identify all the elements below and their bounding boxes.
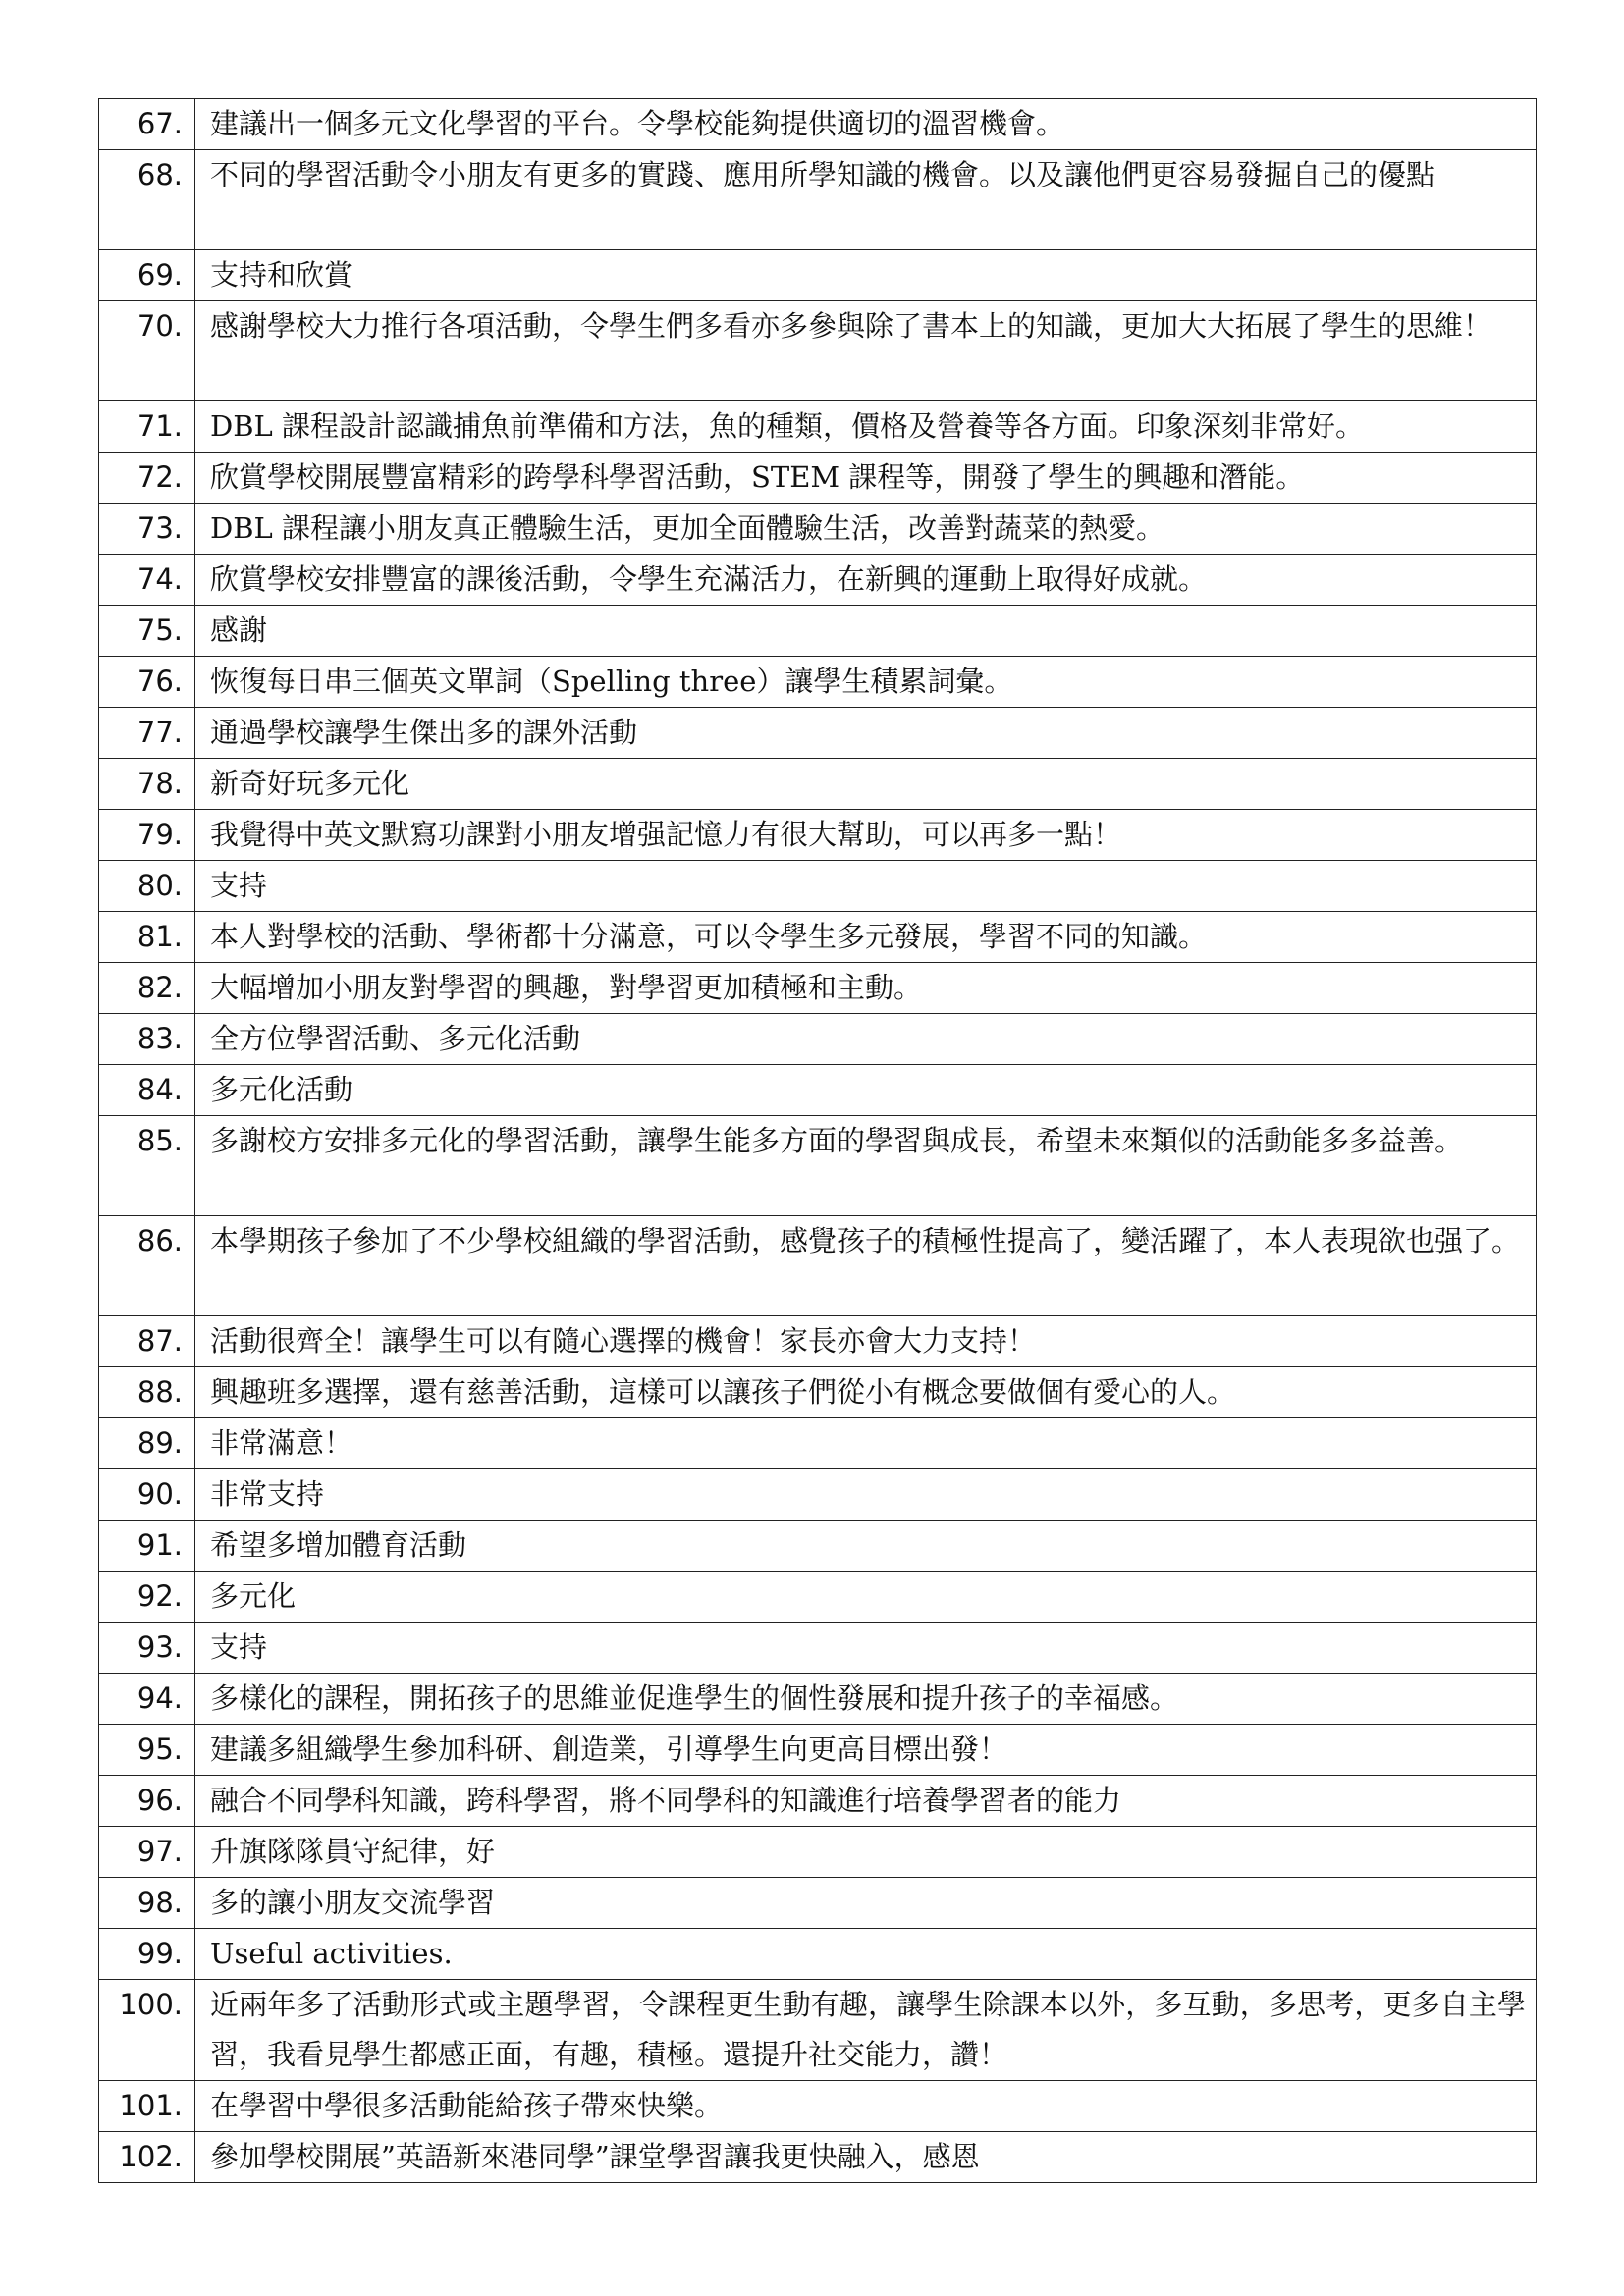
table-row [99,1572,1537,1623]
row-number: 93. [99,1623,195,1674]
row-number: 85. [99,1116,195,1216]
row-number: 96. [99,1776,195,1827]
feedback-table [98,98,1537,2183]
feedback-text: 多的讓小朋友交流學習 [195,1878,1537,1929]
row-number: 97. [99,1827,195,1878]
feedback-text: 支持 [195,861,1537,912]
table-row [99,1827,1537,1878]
feedback-text: 通過學校讓學生傑出多的課外活動 [195,708,1537,759]
table-row [99,1014,1537,1065]
table-row [99,1065,1537,1116]
row-number: 69. [99,250,195,301]
table-row [99,1776,1537,1827]
table-row [99,2081,1537,2132]
row-number: 70. [99,301,195,401]
table-row [99,2132,1537,2183]
table-row [99,1367,1537,1418]
feedback-text: 建議多組織學生參加科研、創造業，引導學生向更高目標出發！ [195,1725,1537,1776]
feedback-text: 新奇好玩多元化 [195,759,1537,810]
row-number: 92. [99,1572,195,1623]
row-number: 74. [99,555,195,606]
feedback-text: 本人對學校的活動、學術都十分滿意，可以令學生多元發展，學習不同的知識。 [195,912,1537,963]
table-row [99,301,1537,401]
table-row [99,1418,1537,1469]
feedback-text: 恢復每日串三個英文單詞（Spelling three）讓學生積累詞彙。 [195,657,1537,708]
feedback-text: 多謝校方安排多元化的學習活動，讓學生能多方面的學習與成長，希望未來類似的活動能多多益善。 [195,1116,1537,1216]
feedback-page [98,98,1536,2183]
feedback-text: 欣賞學校開展豐富精彩的跨學科學習活動，STEM 課程等，開發了學生的興趣和潛能。 [195,453,1537,504]
feedback-text: 升旗隊隊員守紀律，好 [195,1827,1537,1878]
row-number: 102. [99,2132,195,2183]
feedback-text: DBL 課程設計認識捕魚前準備和方法，魚的種類，價格及營養等各方面。印象深刻非常好。 [195,401,1537,453]
row-number: 68. [99,150,195,250]
table-row [99,1929,1537,1980]
row-number: 72. [99,453,195,504]
row-number: 80. [99,861,195,912]
row-number: 87. [99,1316,195,1367]
feedback-text: 大幅增加小朋友對學習的興趣，對學習更加積極和主動。 [195,963,1537,1014]
table-row [99,1116,1537,1216]
feedback-text: DBL 課程讓小朋友真正體驗生活，更加全面體驗生活，改善對蔬菜的熱愛。 [195,504,1537,555]
table-row [99,606,1537,657]
table-row [99,1878,1537,1929]
row-number: 82. [99,963,195,1014]
row-number: 84. [99,1065,195,1116]
row-number: 76. [99,657,195,708]
row-number: 100. [99,1980,195,2081]
feedback-text: 興趣班多選擇，還有慈善活動，這樣可以讓孩子們從小有概念要做個有愛心的人。 [195,1367,1537,1418]
table-row [99,453,1537,504]
feedback-text: 非常支持 [195,1469,1537,1521]
table-row [99,1674,1537,1725]
feedback-text: 支持 [195,1623,1537,1674]
feedback-text: 不同的學習活動令小朋友有更多的實踐、應用所學知識的機會。以及讓他們更容易發掘自己的優點 [195,150,1537,250]
table-row [99,99,1537,150]
row-number: 98. [99,1878,195,1929]
feedback-text: 建議出一個多元文化學習的平台。令學校能夠提供適切的溫習機會。 [195,99,1537,150]
row-number: 83. [99,1014,195,1065]
table-row [99,810,1537,861]
row-number: 101. [99,2081,195,2132]
table-row [99,657,1537,708]
table-row [99,1725,1537,1776]
row-number: 77. [99,708,195,759]
feedback-text: 非常滿意！ [195,1418,1537,1469]
row-number: 78. [99,759,195,810]
table-row [99,504,1537,555]
table-row [99,963,1537,1014]
feedback-text: 支持和欣賞 [195,250,1537,301]
feedback-text: 我覺得中英文默寫功課對小朋友增强記憶力有很大幫助，可以再多一點！ [195,810,1537,861]
row-number: 86. [99,1216,195,1316]
row-number: 90. [99,1469,195,1521]
table-row [99,250,1537,301]
table-row [99,759,1537,810]
feedback-text: 多樣化的課程，開拓孩子的思維並促進學生的個性發展和提升孩子的幸福感。 [195,1674,1537,1725]
feedback-text: 感謝 [195,606,1537,657]
row-number: 71. [99,401,195,453]
table-row [99,150,1537,250]
feedback-table-body [99,99,1537,2183]
table-row [99,555,1537,606]
row-number: 99. [99,1929,195,1980]
table-row [99,1980,1537,2081]
row-number: 73. [99,504,195,555]
row-number: 91. [99,1521,195,1572]
row-number: 88. [99,1367,195,1418]
feedback-text: 本學期孩子參加了不少學校組織的學習活動，感覺孩子的積極性提高了，變活躍了，本人表現欲也强了。 [195,1216,1537,1316]
feedback-text: Useful activities. [195,1929,1537,1980]
feedback-text: 參加學校開展”英語新來港同學”課堂學習讓我更快融入，感恩 [195,2132,1537,2183]
feedback-text: 感謝學校大力推行各項活動，令學生們多看亦多參與除了書本上的知識，更加大大拓展了學生的思維！ [195,301,1537,401]
feedback-text: 全方位學習活動、多元化活動 [195,1014,1537,1065]
table-row [99,1469,1537,1521]
table-row [99,912,1537,963]
table-row [99,861,1537,912]
table-row [99,1623,1537,1674]
feedback-text: 希望多增加體育活動 [195,1521,1537,1572]
row-number: 94. [99,1674,195,1725]
feedback-text: 活動很齊全！讓學生可以有隨心選擇的機會！家長亦會大力支持！ [195,1316,1537,1367]
row-number: 67. [99,99,195,150]
feedback-text: 融合不同學科知識，跨科學習，將不同學科的知識進行培養學習者的能力 [195,1776,1537,1827]
table-row [99,708,1537,759]
table-row [99,1521,1537,1572]
feedback-text: 欣賞學校安排豐富的課後活動，令學生充滿活力，在新興的運動上取得好成就。 [195,555,1537,606]
table-row [99,1216,1537,1316]
row-number: 79. [99,810,195,861]
feedback-text: 在學習中學很多活動能給孩子帶來快樂。 [195,2081,1537,2132]
feedback-text: 多元化活動 [195,1065,1537,1116]
row-number: 81. [99,912,195,963]
table-row [99,401,1537,453]
feedback-text: 近兩年多了活動形式或主題學習，令課程更生動有趣，讓學生除課本以外，多互動，多思考，更多自主學習，我看見學生都感正面，有趣，積極。還提升社交能力，讚！ [195,1980,1537,2081]
row-number: 89. [99,1418,195,1469]
row-number: 95. [99,1725,195,1776]
feedback-text: 多元化 [195,1572,1537,1623]
table-row [99,1316,1537,1367]
row-number: 75. [99,606,195,657]
